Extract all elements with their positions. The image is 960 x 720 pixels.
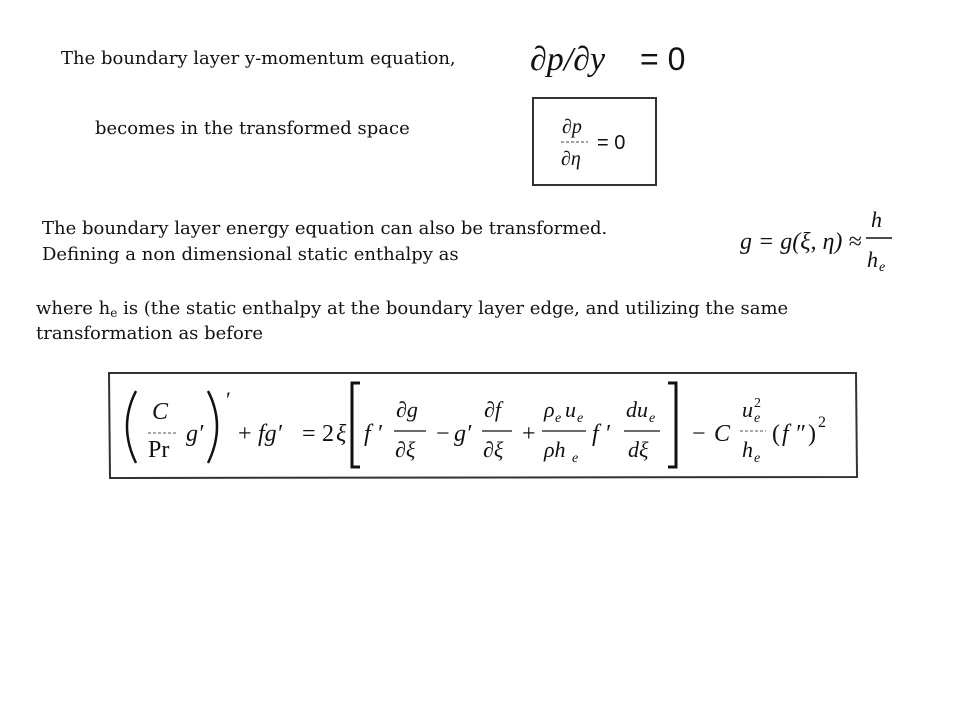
svg-text:2: 2 xyxy=(754,396,761,411)
svg-text:+: + xyxy=(238,421,252,447)
svg-text:C: C xyxy=(714,421,731,447)
svg-text:dξ: dξ xyxy=(628,437,649,462)
energy-equation xyxy=(108,371,860,481)
svg-text:∂f: ∂f xyxy=(484,397,501,422)
svg-text:f ′: f ′ xyxy=(364,421,382,447)
svg-text:−: − xyxy=(436,421,450,447)
svg-text:C: C xyxy=(152,399,169,425)
svg-text:2: 2 xyxy=(322,421,334,447)
svg-text:e: e xyxy=(572,451,579,466)
where-line2: transformation as before xyxy=(36,323,264,344)
svg-text:= 0: = 0 xyxy=(640,41,686,77)
svg-text:∂ξ: ∂ξ xyxy=(483,437,504,462)
svg-text:u: u xyxy=(565,397,576,422)
svg-text:=: = xyxy=(302,421,316,447)
svg-text:g = g(ξ, η) ≈: g = g(ξ, η) ≈ xyxy=(740,229,862,255)
svg-text:∂g: ∂g xyxy=(396,397,418,422)
svg-text:= 0: = 0 xyxy=(597,132,626,154)
svg-text:ξ: ξ xyxy=(336,421,347,447)
svg-text:∂p/∂y: ∂p/∂y xyxy=(530,41,606,78)
momentum-intro-text: The boundary layer y-momentum equation, xyxy=(61,48,456,69)
transformed-momentum-equation xyxy=(532,97,658,187)
svg-text:e: e xyxy=(754,411,761,426)
svg-text:−: − xyxy=(692,421,706,447)
svg-text:f ′: f ′ xyxy=(592,421,610,447)
svg-text:∂η: ∂η xyxy=(561,148,581,170)
svg-text:∂ξ: ∂ξ xyxy=(395,437,416,462)
svg-text:ρh: ρh xyxy=(544,437,566,462)
svg-text:h: h xyxy=(742,437,753,462)
energy-intro-line1: The boundary layer energy equation can also be transformed. xyxy=(42,218,608,239)
enthalpy-definition-equation xyxy=(738,205,898,275)
svg-text:∂p: ∂p xyxy=(562,116,582,138)
svg-text:e: e xyxy=(555,411,562,426)
momentum-equation xyxy=(528,36,698,80)
svg-text:h: h xyxy=(867,247,878,272)
where-subscript: e xyxy=(110,306,118,320)
svg-text:+: + xyxy=(522,421,536,447)
svg-text:fg′: fg′ xyxy=(258,421,282,447)
svg-text:g′: g′ xyxy=(186,421,204,447)
svg-text:′: ′ xyxy=(226,387,231,412)
where-prefix: where h xyxy=(36,298,111,319)
svg-text:e: e xyxy=(649,411,656,426)
energy-intro-line2: Defining a non dimensional static enthalpy as xyxy=(42,244,459,265)
svg-text:e: e xyxy=(577,411,584,426)
svg-text:(: ( xyxy=(772,421,780,447)
svg-text:h: h xyxy=(871,207,882,232)
svg-text:f ″: f ″ xyxy=(782,421,805,447)
svg-text:du: du xyxy=(626,397,648,422)
svg-text:e: e xyxy=(879,260,886,275)
svg-text:2: 2 xyxy=(818,414,826,431)
svg-text:): ) xyxy=(808,421,816,447)
svg-text:e: e xyxy=(754,451,761,466)
svg-text:ρ: ρ xyxy=(544,397,555,422)
svg-text:g′: g′ xyxy=(454,421,472,447)
where-suffix: is (the static enthalpy at the boundary layer edge, and utilizing the same xyxy=(117,298,789,319)
svg-text:u: u xyxy=(742,397,753,422)
transformed-intro-text: becomes in the transformed space xyxy=(95,118,410,139)
svg-text:Pr: Pr xyxy=(148,437,170,463)
